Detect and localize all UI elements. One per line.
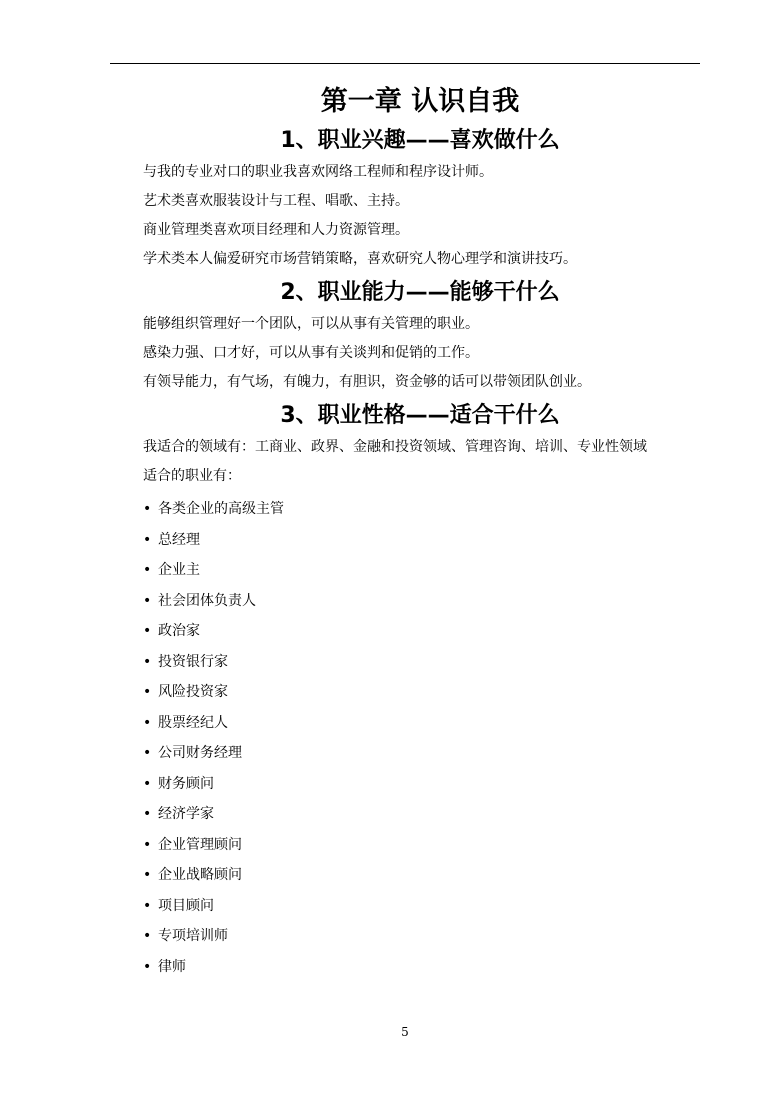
list-item xyxy=(143,830,703,861)
bullet-icon: • xyxy=(143,775,152,792)
paragraph: 艺术类喜欢服装设计与工程、唱歌、主持。 xyxy=(143,193,409,209)
bullet-icon: • xyxy=(143,714,152,731)
career-label: 企业管理顾问 xyxy=(158,836,242,853)
bullet-icon: • xyxy=(143,653,152,670)
career-label: 风险投资家 xyxy=(158,684,228,700)
bullet-icon: • xyxy=(143,623,152,639)
section-heading: 3、职业性格——适合干什么 xyxy=(280,403,560,428)
career-label: 投资银行家 xyxy=(158,653,228,670)
paragraph: 学术类本人偏爱研究市场营销策略，喜欢研究人物心理学和演讲技巧。 xyxy=(143,251,577,267)
list-item xyxy=(143,647,703,678)
career-label: 各类企业的高级主管 xyxy=(158,501,284,517)
bullet-icon: • xyxy=(143,836,152,853)
bullet-icon: • xyxy=(143,562,152,578)
career-label: 律师 xyxy=(158,958,186,975)
list-item xyxy=(143,921,703,952)
career-label: 经济学家 xyxy=(158,806,214,822)
list-item xyxy=(143,952,703,983)
bullet-icon: • xyxy=(143,867,152,883)
list-item xyxy=(143,494,703,525)
career-label: 专项培训师 xyxy=(158,928,228,944)
career-label: 总经理 xyxy=(158,531,200,548)
page-number: 5 xyxy=(401,1025,409,1039)
career-label: 股票经纪人 xyxy=(158,714,228,731)
list-item xyxy=(143,525,703,556)
bullet-icon: • xyxy=(143,684,152,700)
bullet-icon: • xyxy=(143,958,152,975)
bullet-icon: • xyxy=(143,806,152,822)
bullet-icon: • xyxy=(143,531,152,548)
bullet-icon: • xyxy=(143,501,152,517)
chapter-title: 第一章 认识自我 xyxy=(320,86,520,117)
bullet-icon: • xyxy=(143,928,152,944)
list-item xyxy=(143,860,703,891)
paragraph: 能够组织管理好一个团队，可以从事有关管理的职业。 xyxy=(143,316,479,332)
list-item xyxy=(143,677,703,708)
page-content xyxy=(143,82,703,982)
paragraph: 商业管理类喜欢项目经理和人力资源管理。 xyxy=(143,222,409,238)
section-ability xyxy=(143,276,703,397)
list-item xyxy=(143,586,703,617)
career-label: 项目顾问 xyxy=(158,897,214,914)
career-label: 企业战略顾问 xyxy=(158,867,242,883)
section-interest xyxy=(143,124,703,274)
list-item xyxy=(143,708,703,739)
list-item xyxy=(143,555,703,586)
paragraph: 感染力强、口才好，可以从事有关谈判和促销的工作。 xyxy=(143,345,479,361)
career-list xyxy=(143,494,703,982)
career-label: 公司财务经理 xyxy=(158,745,242,761)
paragraph: 与我的专业对口的职业我喜欢网络工程师和程序设计师。 xyxy=(143,164,493,180)
list-item xyxy=(143,891,703,922)
career-label: 社会团体负责人 xyxy=(158,592,256,609)
paragraph: 适合的职业有： xyxy=(143,468,241,484)
header-rule xyxy=(110,63,700,64)
section-heading: 2、职业能力——能够干什么 xyxy=(280,280,560,305)
list-item xyxy=(143,738,703,769)
bullet-icon: • xyxy=(143,897,152,914)
bullet-icon: • xyxy=(143,745,152,761)
bullet-icon: • xyxy=(143,592,152,609)
list-item xyxy=(143,616,703,647)
list-item xyxy=(143,769,703,800)
list-item xyxy=(143,799,703,830)
section-heading: 1、职业兴趣——喜欢做什么 xyxy=(280,128,560,153)
career-label: 企业主 xyxy=(158,562,200,578)
paragraph: 我适合的领域有：工商业、政界、金融和投资领域、管理咨询、培训、专业性领域 xyxy=(143,439,647,455)
career-label: 政治家 xyxy=(158,623,200,639)
paragraph: 有领导能力，有气场，有魄力，有胆识，资金够的话可以带领团队创业。 xyxy=(143,374,591,390)
career-label: 财务顾问 xyxy=(158,775,214,792)
section-personality xyxy=(143,399,703,982)
